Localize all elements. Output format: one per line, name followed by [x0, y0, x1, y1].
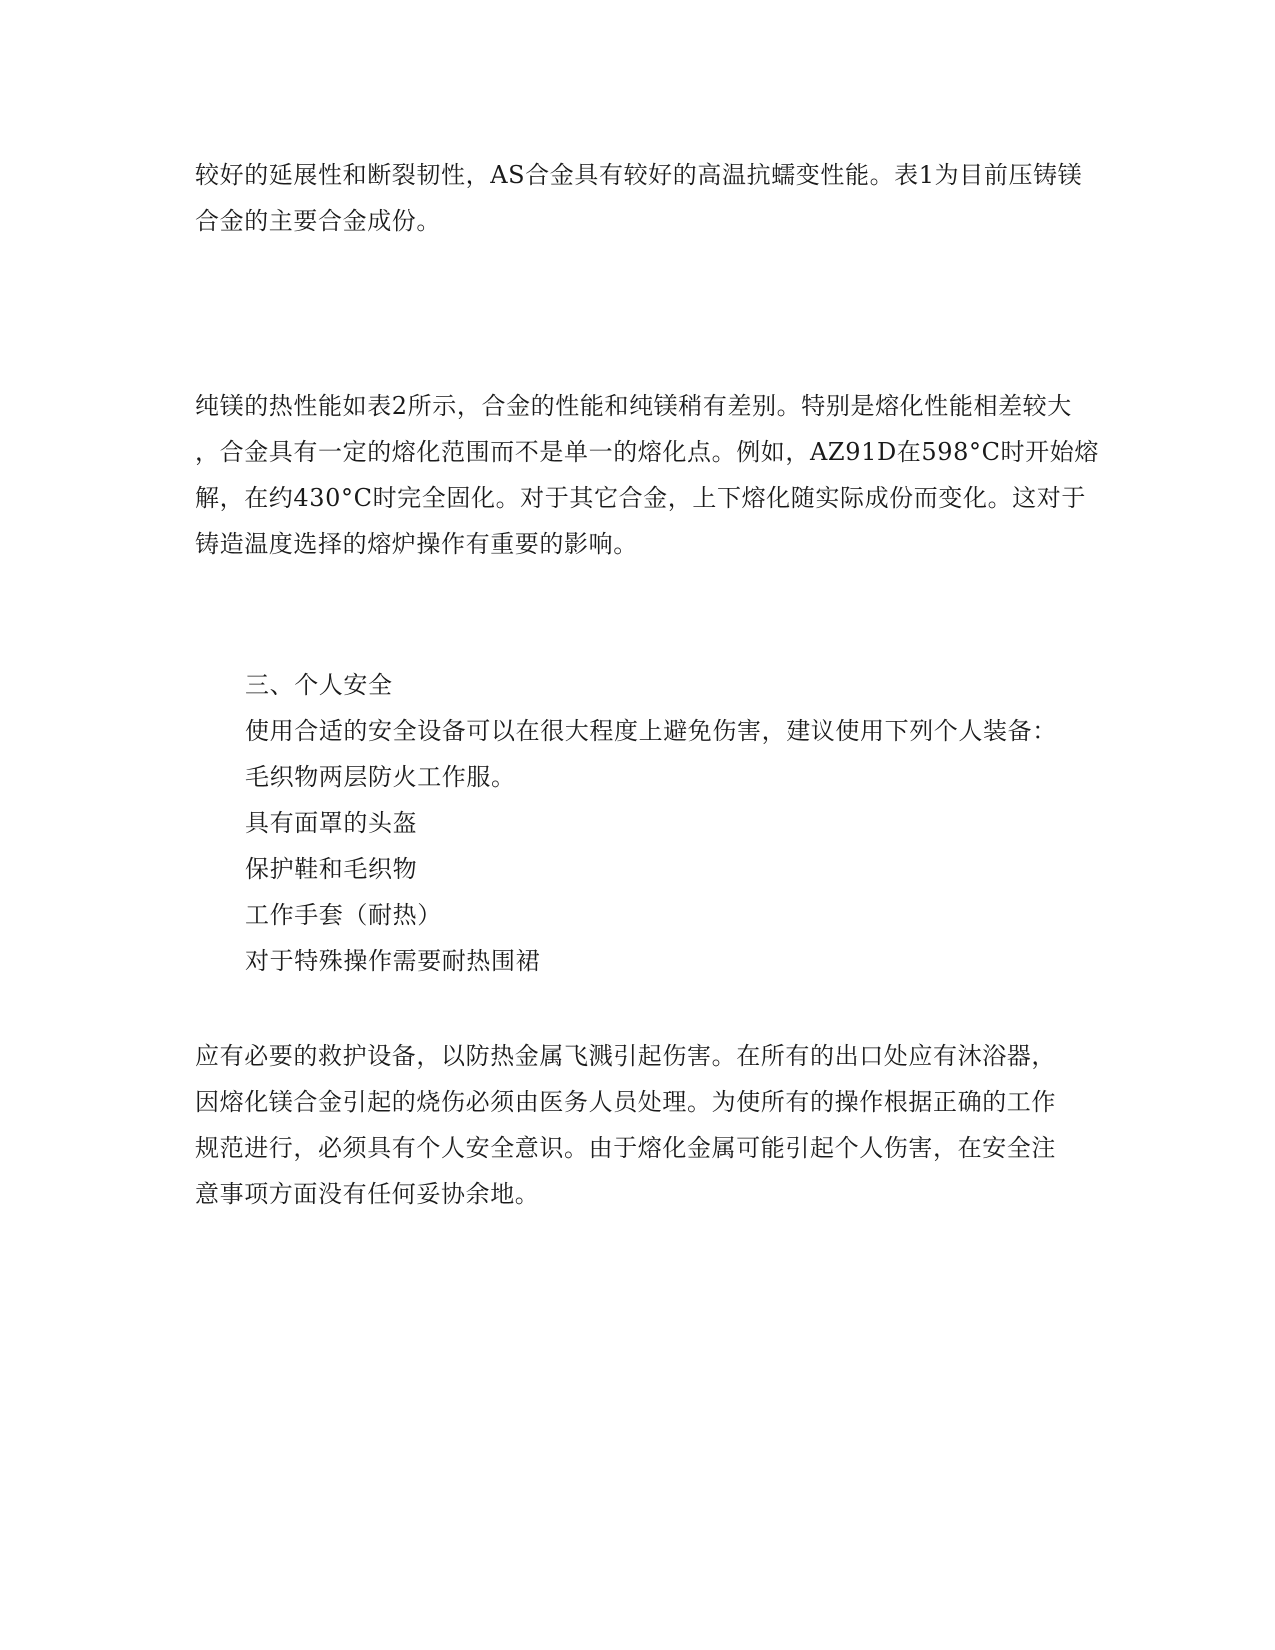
list-item: 毛织物两层防火工作服。	[245, 763, 516, 791]
paragraph-line: 铸造温度选择的熔炉操作有重要的影响。	[195, 530, 638, 558]
paragraph-line: 合金的主要合金成份。	[195, 207, 441, 235]
list-item: 保护鞋和毛织物	[245, 855, 418, 883]
paragraph-line: 应有必要的救护设备，以防热金属飞溅引起伤害。在所有的出口处应有沐浴器，	[195, 1042, 1056, 1070]
paragraph-line: 较好的延展性和断裂韧性，AS合金具有较好的高温抗蠕变性能。表1为目前压铸镁	[195, 161, 1083, 189]
paragraph-line: 纯镁的热性能如表2所示，合金的性能和纯镁稍有差别。特别是熔化性能相差较大	[195, 392, 1072, 420]
paragraph-line: 规范进行，必须具有个人安全意识。由于熔化金属可能引起个人伤害，在安全注	[195, 1134, 1056, 1162]
paragraph-line: 因熔化镁合金引起的烧伤必须由医务人员处理。为使所有的操作根据正确的工作	[195, 1088, 1056, 1116]
paragraph-line: ，合金具有一定的熔化范围而不是单一的熔化点。例如，AZ91D在598°C时开始熔	[195, 438, 1099, 466]
paragraph-line: 意事项方面没有任何妥协余地。	[195, 1180, 540, 1208]
section-intro: 使用合适的安全设备可以在很大程度上避免伤害，建议使用下列个人装备：	[245, 717, 1057, 745]
list-item: 工作手套（耐热）	[245, 901, 442, 929]
list-item: 具有面罩的头盔	[245, 809, 418, 837]
section-heading: 三、个人安全	[245, 671, 393, 699]
paragraph-line: 解，在约430°C时完全固化。对于其它合金，上下熔化随实际成份而变化。这对于	[195, 484, 1086, 512]
list-item: 对于特殊操作需要耐热围裙	[245, 947, 541, 975]
